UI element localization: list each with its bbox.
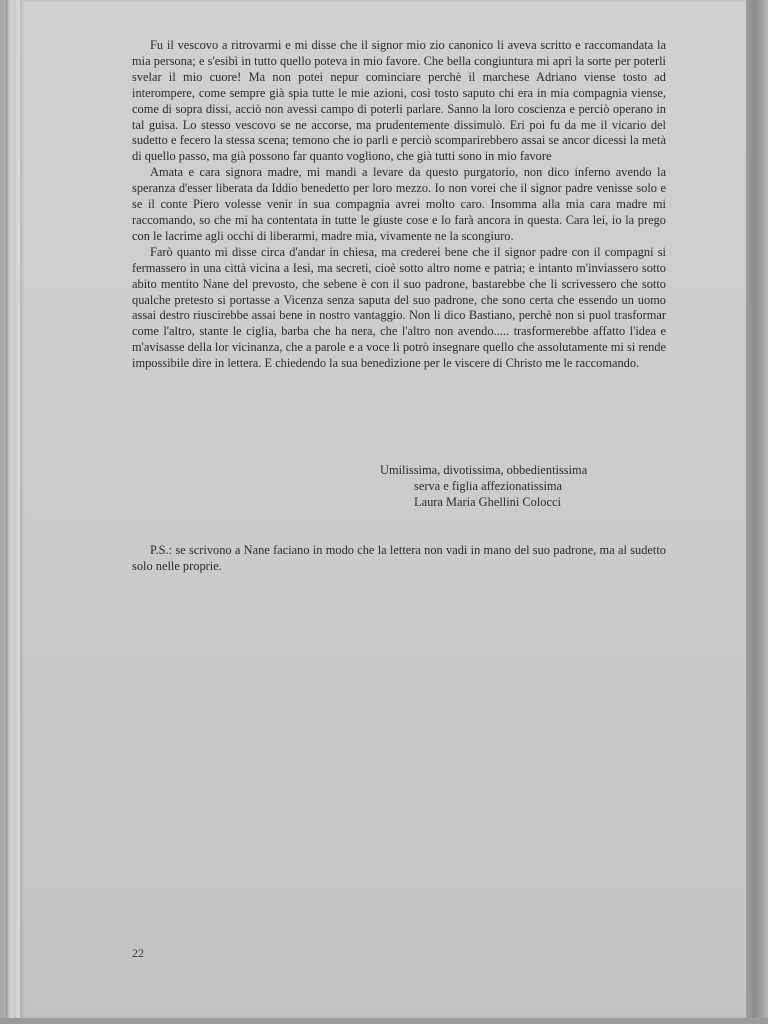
paragraph: Fu il vescovo a ritrovarmi e mi disse che il signor mio zio canonico li aveva scritto e raccomandata la mia persona; e s'esibì in tutto quello poteva in mio favore. Che bella congiuntura mi aprì la sorte per poterli svelar il mio cuore! Ma non potei nepur cominciare perchè il marchese Adriano viense tosto ad interompere, come sempre già spia tutte le mie azioni, così tosto saputo chi era in mia compagnia viense, come di sopra dissi, acciò non avessi campo di poterli parlare. Sanno la loro coscienza e perciò operano in tal guisa. Lo stesso vescovo se ne accorse, ma prudentemente dissimulò. Eri poi fu da me il vicario del sudetto e fecero la stessa scena; temono che io parli e perciò scomparirebbero assai se ancor dicessi la metà di quello passo, ma già possono far quanto vogliono, che già tutti sono in mio favore xyxy=(132,38,666,164)
paragraph: Amata e cara signora madre, mi mandi a levare da questo purgatorio, non dico inferno avendo la speranza d'esser liberata da Iddio benedetto per loro mezzo. Io non vorei che il signor padre venisse solo e se il conte Piero volesse venir in sua compagnia avrei molto caro. Insomma alla mia cara madre mi raccomando, so che mi ha contentata in tutte le giuste cose e lo farà ancora in questa. Cara lei, io la prego con le lacrime agli occhi di liberarmi, madre mia, vivamente ne la scongiuro. xyxy=(132,165,666,243)
letter-body xyxy=(132,38,666,372)
paragraph: Farò quanto mi disse circa d'andar in chiesa, ma crederei bene che il signor padre con il compagni si fermassero in una città vicina a Iesi, ma secreti, cioè sotto altro nome e patria; e intanto m'inviassero sotto abito mentito Nane del prevosto, che sebene è con il suo padrone, bastarebbe che li scrivessero che sotto qualche pretesto si portasse a Vicenza senza saputa del suo padrone, che sono certa che essendo un uomo assai destro riuscirebbe assai bene in nostro vantaggio. Non li dico Bastiano, perchè non si puol trasformar come l'altro, stante le ciglia, barba che ha nera, che l'altro non avendo..... trasformerebbe affatto l'idea e m'avisasse della lor vicinanza, che a parole e a voce li potrò insegnare quello che assolutamente mi si rende impossibile dire in lettera. E chiedendo la sua benedizione per le viscere di Christo me le raccomando. xyxy=(132,244,666,371)
right-page-edge xyxy=(746,0,768,1024)
signature-name: Laura Maria Ghellini Colocci xyxy=(414,495,561,509)
signature-closing: Umilissima, divotissima, obbedientissima xyxy=(380,463,588,477)
postscript: P.S.: se scrivono a Nane faciano in modo che la lettera non vadi in mano del suo padrone, ma al sudetto solo nelle proprie. xyxy=(132,543,666,573)
signature-block xyxy=(380,462,670,510)
bottom-page-edge xyxy=(0,1018,768,1024)
signature-role: serva e figlia affezionatissima xyxy=(414,479,563,493)
page-number: 22 xyxy=(132,946,144,960)
